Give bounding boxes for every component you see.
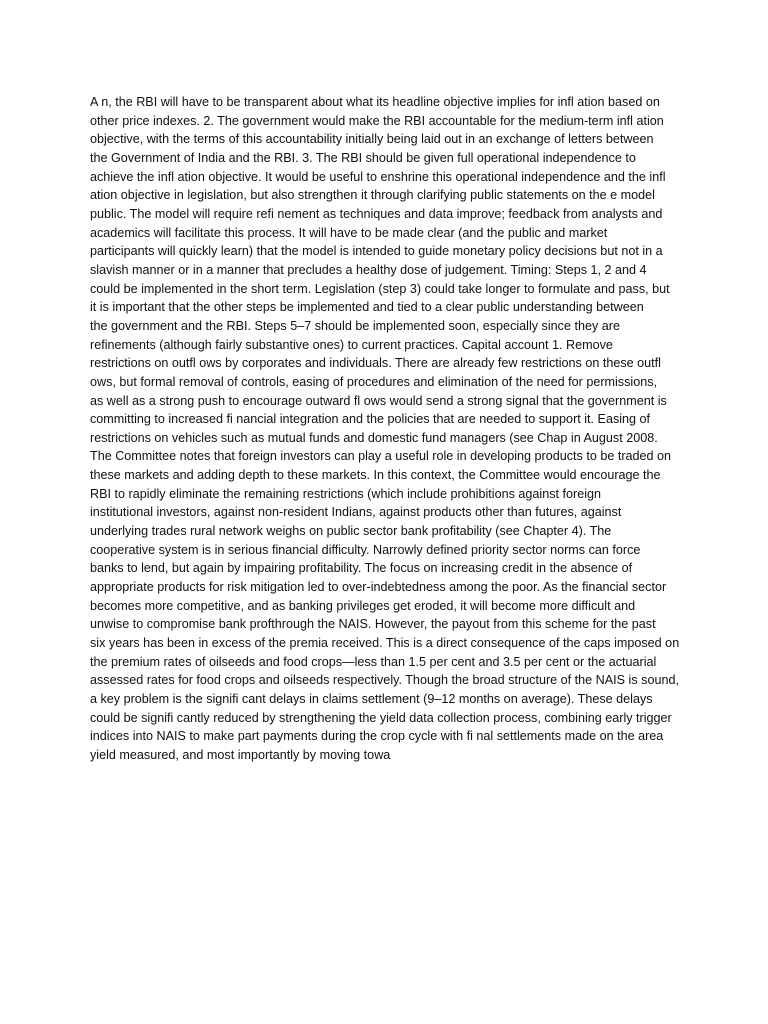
body-paragraph: A n, the RBI will have to be transparent about what its headline objective implies for infl ation based on other price indexes. 2. The government would make the RBI accountable for the medium-term infl ation objective, with the terms of this accountability initially being laid out in an exchange of letters between the Government of India and the RBI. 3. The RBI should be given full operational independence to achieve the infl ation objective. It would be useful to enshrine this operational independence and the infl ation objective in legislation, but also strengthen it through clarifying public statements on the e model public. The model will require refi nement as techniques and data improve; feedback from analysts and academics will facilitate this process. It will have to be made clear (and the public and market participants will quickly learn) that the model is intended to guide monetary policy decisions but not in a slavish manner or in a manner that precludes a healthy dose of judgement. Timing: Steps 1, 2 and 4 could be implemented in the short term. Legislation (step 3) could take longer to formulate and pass, but it is important that the other steps be implemented and tied to a clear public understanding between the government and the RBI. Steps 5–7 should be implemented soon, especially since they are refinements (although fairly substantive ones) to current practices. Capital account 1. Remove restrictions on outfl ows by corporates and individuals. There are already few restrictions on these outfl ows, but formal removal of controls, easing of procedures and elimination of the need for permissions, as well as a strong push to encourage outward fl ows would send a strong signal that the government is committing to increased fi nancial integration and the policies that are needed to support it. Easing of restrictions on vehicles such as mutual funds and domestic fund managers (see Chap in August 2008. The Committee notes that foreign investors can play a useful role in developing products to be traded on these markets and adding depth to these markets. In this context, the Committee would encourage the RBI to rapidly eliminate the remaining restrictions (which include prohibitions against foreign institutional investors, against non-resident Indians, against products other than futures, against underlying trades rural network weighs on public sector bank profitability (see Chapter 4). The cooperative system is in serious financial difficulty. Narrowly defined priority sector norms can force banks to lend, but again by impairing profitability. The focus on increasing credit in the absence of appropriate products for risk mitigation led to over-indebtedness among the poor. As the financial sector becomes more competitive, and as banking privileges get eroded, it will become more difficult and unwise to compromise bank profthrough the NAIS. However, the payout from this scheme for the past six years has been in excess of the premia received. This is a direct consequence of the caps imposed on the premium rates of oilseeds and food crops—less than 1.5 per cent and 3.5 per cent or the actuarial assessed rates for food crops and oilseeds respectively. Though the broad structure of the NAIS is sound, a key problem is the signifi cant delays in claims settlement (9–12 months on average). These delays could be signifi cantly reduced by strengthening the yield data collection process, combining early trigger indices into NAIS to make part payments during the crop cycle with fi nal settlements made on the area yield measured, and most importantly by moving towa — [90, 95, 680, 762]
